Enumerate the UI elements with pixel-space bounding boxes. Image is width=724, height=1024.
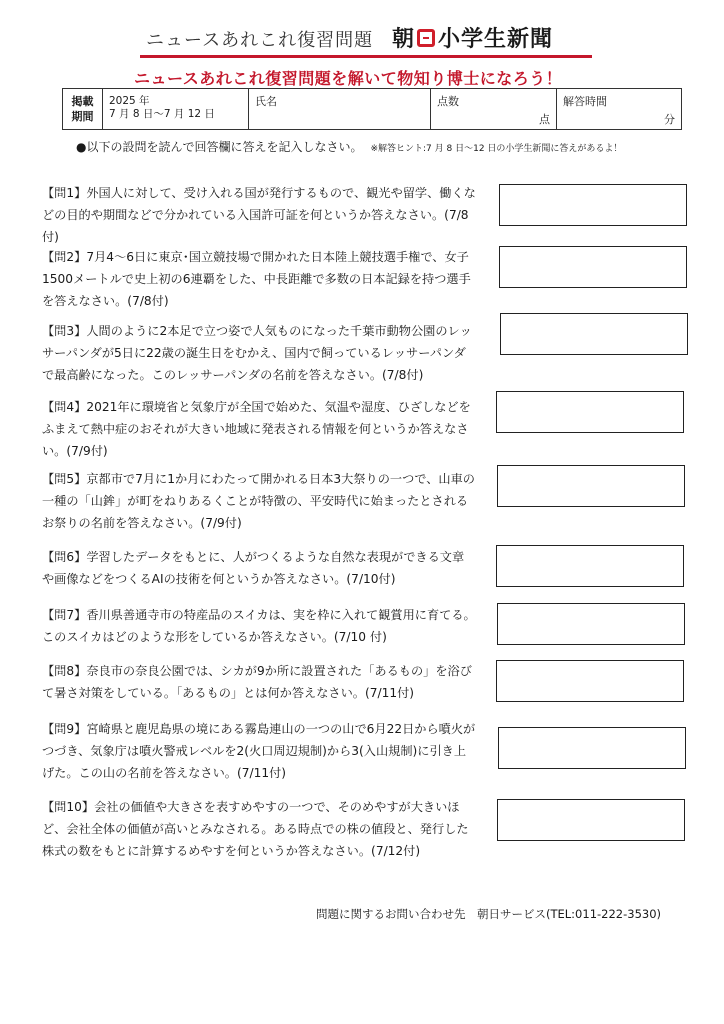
question-1: 【問1】外国人に対して、受け入れる国が発行するもので、観光や留学、働くなどの目的や期間などで分かれている入国許可証を何というか答えなさい。(7/8付) [42, 186, 476, 244]
score-unit: 点 [539, 113, 550, 126]
score-field[interactable] [431, 89, 557, 129]
answer-box-7[interactable] [497, 603, 685, 645]
time-field[interactable] [557, 89, 681, 129]
instruction-main: ●以下の設問を読んで回答欄に答えを記入しなさい。 [76, 140, 363, 154]
answer-box-10[interactable] [497, 799, 685, 841]
question-4: 【問4】2021年に環境省と気象庁が全国で始めた、気温や湿度、ひざしなどをふまえて熱中症のおそれが大きい地域に発表される情報を何というか答えなさい。(7/9付) [42, 400, 471, 458]
logo-text-1: 朝 [392, 27, 416, 52]
publication-period-label [63, 89, 103, 129]
score-label: 点数 [437, 95, 459, 108]
answer-box-1[interactable] [499, 184, 687, 226]
answer-box-5[interactable] [497, 465, 685, 507]
answer-box-6[interactable] [496, 545, 684, 587]
logo-text-2: 小学生新聞 [438, 27, 554, 52]
answer-box-3[interactable] [500, 313, 688, 355]
period-text: 7 月 8 日～7 月 12 日 [109, 108, 215, 120]
period-label-bottom: 期間 [71, 110, 94, 123]
page-title: ニュースあれこれ復習問題 [146, 30, 374, 51]
answer-box-8[interactable] [496, 660, 684, 702]
publication-dates [103, 89, 249, 129]
name-field[interactable] [249, 89, 431, 129]
question-3: 【問3】人間のように2本足で立つ姿で人気ものになった千葉市動物公園のレッサーパンダが5日に22歳の誕生日をむかえ、国内で飼っているレッサーパンダで最高齢になった。このレッサーパンダの名前を答えなさい。(7/8付) [42, 324, 472, 382]
info-table [62, 88, 682, 130]
instruction-hint: ※解答ヒント:7 月 8 日～12 日の小学生新聞に答えがあるよ！ [370, 144, 623, 154]
time-label: 解答時間 [563, 95, 607, 108]
answer-box-2[interactable] [499, 246, 687, 288]
question-9: 【問9】宮崎県と鹿児島県の境にある霧島連山の一つの山で6月22日から噴火がつづき、気象庁は噴火警戒レベルを2(火口周辺規制)から3(入山規制)に引き上げた。この山の名前を答えなさい。(7/11付) [42, 722, 476, 780]
newspaper-logo [392, 22, 553, 53]
period-label-top: 掲載 [71, 95, 94, 108]
question-2: 【問2】7月4～6日に東京･国立競技場で開かれた日本陸上競技選手権で、女子1500メートルで史上初の6連覇をした、中長距離で多数の日本記録を持つ選手を答えなさい。(7/8付) [42, 250, 471, 308]
question-6: 【問6】学習したデータをもとに、人がつくるような自然な表現ができる文章や画像などをつくるAIの技術を何というか答えなさい。(7/10付) [42, 550, 465, 586]
title-divider [140, 55, 592, 58]
question-7: 【問7】香川県善通寺市の特産品のスイカは、実を枠に入れて観賞用に育てる。このスイカはどのような形をしているか答えなさい。(7/10 付) [42, 608, 476, 644]
subtitle: ニュースあれこれ復習問題を解いて物知り博士になろう！ [134, 69, 563, 88]
sun-logo-icon [417, 29, 435, 47]
answer-box-9[interactable] [498, 727, 686, 769]
time-unit: 分 [664, 113, 675, 126]
year-text: 2025 年 [109, 95, 150, 107]
question-8: 【問8】奈良市の奈良公園では、シカが9か所に設置された「あるもの」を浴びて暑さ対策をしている。「あるもの」とは何か答えなさい。(7/11付) [42, 664, 472, 700]
answer-box-4[interactable] [496, 391, 684, 433]
instruction [76, 138, 622, 155]
contact-info: 問題に関するお問い合わせ先 朝日サービス(TEL:011-222-3530) [316, 907, 662, 921]
question-5: 【問5】京都市で7月に1か月にわたって開かれる日本3大祭りの一つで、山車の一種の「山鉾」が町をねりあるくことが特徴の、平安時代に始まったとされるお祭りの名前を答えなさい。(7/9付) [42, 472, 475, 530]
question-10: 【問10】会社の価値や大きさを表すめやすの一つで、そのめやすが大きいほど、会社全体の価値が高いとみなされる。ある時点での株の値段と、発行した株式の数をもとに計算するめやすを何というか答えなさい。(7/12付) [42, 800, 469, 858]
name-label: 氏名 [255, 95, 277, 108]
